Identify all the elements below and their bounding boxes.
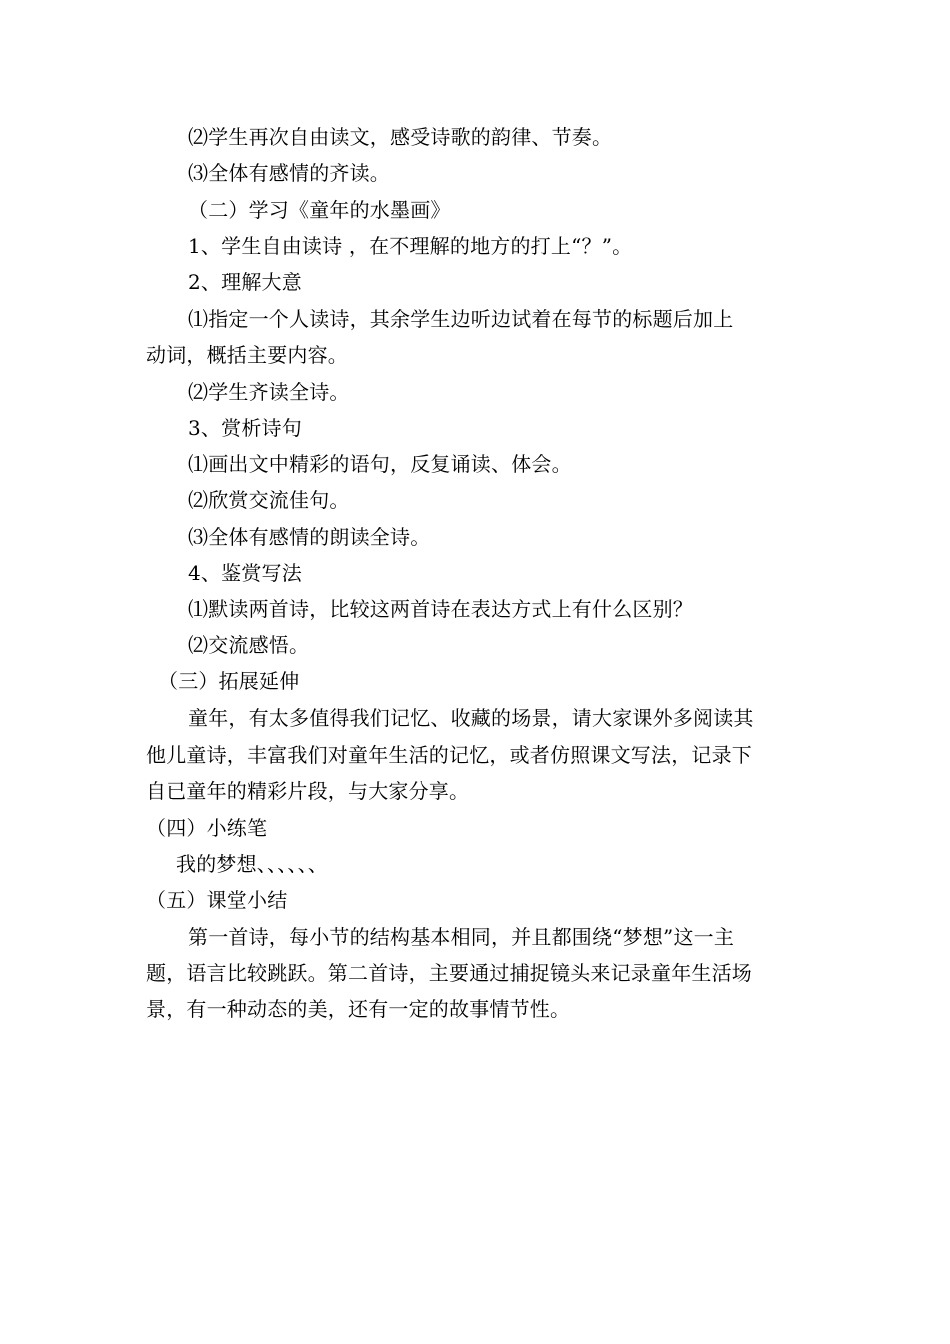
text-line: 1、学生自由读诗 ，在不理解的地方的打上“？”。 [188, 234, 633, 258]
text-line: 3、赏析诗句 [188, 416, 302, 440]
text-line: ⑵欣赏交流佳句。 [188, 488, 350, 512]
text-line: ⑵学生再次自由读文，感受诗歌的韵律、节奏。 [188, 125, 613, 149]
text-line: ⑴指定一个人读诗，其余学生边听边试着在每节的标题后加上 [188, 307, 734, 331]
text-line: 自已童年的精彩片段，与大家分享。 [146, 779, 470, 803]
section-heading: （二）学习《童年的水墨画》 [188, 198, 451, 222]
text-line: 第一首诗，每小节的结构基本相同，并且都围绕“梦想”这一主 [188, 925, 735, 949]
text-line: 我的梦想、、、、、、 [176, 852, 328, 876]
section-heading: （三）拓展延伸 [158, 669, 300, 693]
text-line: ⑶全体有感情的朗读全诗。 [188, 525, 431, 549]
text-line: ⑴画出文中精彩的语句，反复诵读、体会。 [188, 452, 572, 476]
text-line: 题，语言比较跳跃。第二首诗，主要通过捕捉镜头来记录童年生活场 [146, 961, 752, 985]
text-line: ⑵交流感悟。 [188, 633, 310, 657]
section-heading: （五）课堂小结 [146, 888, 288, 912]
text-line: 他儿童诗，丰富我们对童年生活的记忆，或者仿照课文写法，记录下 [146, 743, 752, 767]
text-line: ⑵学生齐读全诗。 [188, 380, 350, 404]
text-line: 童年，有太多值得我们记忆、收藏的场景，请大家课外多阅读其 [188, 706, 754, 730]
section-heading: （四）小练笔 [146, 816, 268, 840]
text-line: 4、鉴赏写法 [188, 561, 302, 585]
text-line: 2、理解大意 [188, 270, 302, 294]
text-line: ⑴默读两首诗，比较这两首诗在表达方式上有什么区别？ [188, 597, 693, 621]
text-line: 动词，概括主要内容。 [146, 343, 348, 367]
text-line: 景，有一种动态的美，还有一定的故事情节性。 [146, 997, 571, 1021]
text-line: ⑶全体有感情的齐读。 [188, 161, 390, 185]
